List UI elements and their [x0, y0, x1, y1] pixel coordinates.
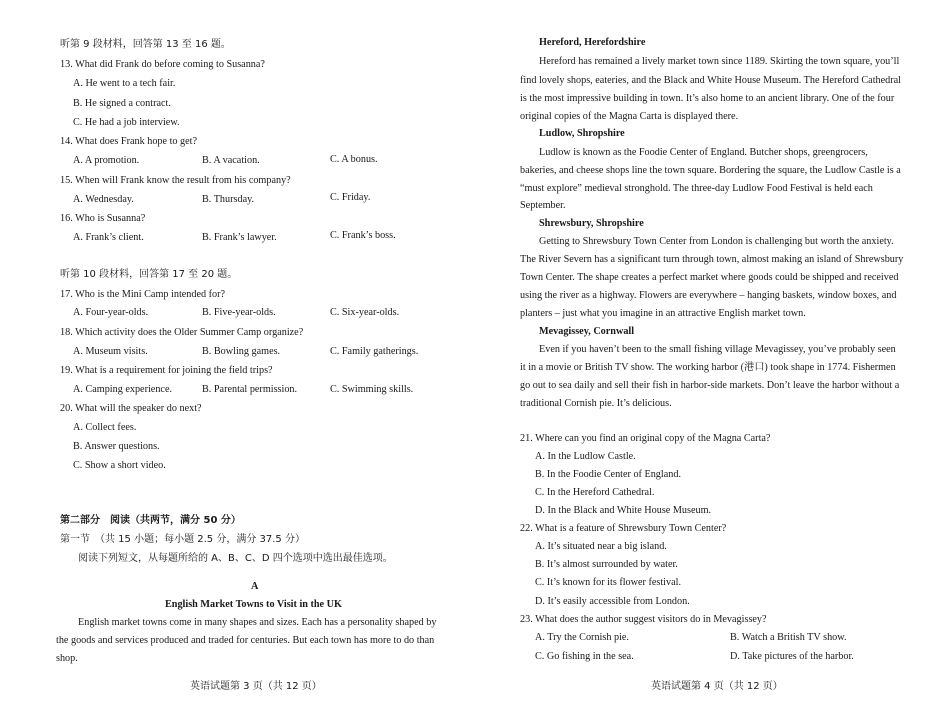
shrewsbury-line-4: using the river as a highway. Flowers are everywhere – hanging baskets, window boxes, and — [520, 290, 897, 301]
ludlow-line-3: “must explore” medieval stronghold. The three-day Ludlow Food Festival is held each — [520, 183, 873, 194]
q22-option-b: B. It’s almost surrounded by water. — [535, 559, 678, 570]
q21-option-a: A. In the Ludlow Castle. — [535, 451, 636, 462]
page-footer-left: 英语试题第 3 页（共 12 页） — [190, 681, 322, 692]
page-footer-right: 英语试题第 4 页（共 12 页） — [651, 681, 783, 692]
q21-option-b: B. In the Foodie Center of England. — [535, 469, 681, 480]
q17-option-c: C. Six-year-olds. — [330, 307, 400, 318]
q16-option-a: A. Frank’s client. — [73, 232, 144, 243]
passage-title: English Market Towns to Visit in the UK — [165, 599, 342, 610]
q14-option-b: B. A vacation. — [202, 155, 260, 166]
q23-option-b: B. Watch a British TV show. — [730, 632, 847, 643]
q17-option-b: B. Five-year-olds. — [202, 307, 276, 318]
shrewsbury-line-3: Town Center. The shape creates a perfect market where goods could be shipped and received — [520, 272, 899, 283]
q22-option-c: C. It’s known for its flower festival. — [535, 577, 681, 588]
intro-line-1: English market towns come in many shapes and sizes. Each has a personality shaped by — [78, 617, 437, 628]
q18-option-b: B. Bowling games. — [202, 346, 281, 357]
q18-option-c: C. Family gatherings. — [330, 346, 419, 357]
q17-option-a: A. Four-year-olds. — [73, 307, 149, 318]
shrewsbury-line-1: Getting to Shrewsbury Town Center from London is challenging but worth the anxiety. — [539, 236, 894, 247]
q23-option-c: C. Go fishing in the sea. — [535, 651, 634, 662]
shrewsbury-title: Shrewsbury, Shropshire — [539, 218, 644, 229]
q21-option-c: C. In the Hereford Cathedral. — [535, 487, 655, 498]
q13-option-b: B. He signed a contract. — [73, 98, 171, 109]
mevagissey-line-1: Even if you haven’t been to the small fishing village Mevagissey, you’ve probably seen — [539, 344, 896, 355]
hereford-line-2: find lovely shops, eateries, and the Black and White House Museum. The Hereford Cathedral — [520, 75, 901, 86]
q16-option-c: C. Frank’s boss. — [330, 230, 396, 241]
hereford-line-4: original copies of the Magna Carta is displayed there. — [520, 111, 739, 122]
ludlow-line-4: September. — [520, 200, 566, 211]
mevagissey-title: Mevagissey, Cornwall — [539, 326, 635, 337]
q13-option-c: C. He had a job interview. — [73, 117, 180, 128]
q23-stem: 23. What does the author suggest visitors do in Mevagissey? — [520, 614, 767, 625]
q22-stem: 22. What is a feature of Shrewsbury Town Center? — [520, 523, 727, 534]
mevagissey-line-2: it in a movie or British TV show. The working harbor (港口) took shape in 1774. Fishermen — [520, 362, 896, 373]
shrewsbury-line-5: planters – just what you imagine in an attractive English market town. — [520, 308, 806, 319]
hereford-title: Hereford, Herefordshire — [539, 37, 646, 48]
q15-option-b: B. Thursday. — [202, 194, 255, 205]
q15-option-a: A. Wednesday. — [73, 194, 134, 205]
q16-stem: 16. Who is Susanna? — [60, 213, 146, 224]
q13-stem: 13. What did Frank do before coming to Susanna? — [60, 59, 265, 70]
ludlow-line-1: Ludlow is known as the Foodie Center of England. Butcher shops, greengrocers, — [539, 147, 868, 158]
q15-stem: 15. When will Frank know the result from his company? — [60, 175, 291, 186]
q20-option-b: B. Answer questions. — [73, 441, 160, 452]
q21-option-d: D. In the Black and White House Museum. — [535, 505, 712, 516]
mevagissey-line-4: traditional Cornish pie. It’s delicious. — [520, 398, 672, 409]
intro-line-2: the goods and services produced and traded for centuries. But each town has more to do than — [56, 635, 435, 646]
q14-option-c: C. A bonus. — [330, 154, 378, 165]
q14-option-a: A. A promotion. — [73, 155, 140, 166]
ludlow-line-2: bakeries, and cheese shops line the town square. Bordering the square, the Ludlow Castle is a — [520, 165, 901, 176]
q20-stem: 20. What will the speaker do next? — [60, 403, 202, 414]
q19-option-b: B. Parental permission. — [202, 384, 298, 395]
section1-header: 第一节 （共 15 小题；每小题 2.5 分，满分 37.5 分） — [60, 534, 305, 545]
q21-stem: 21. Where can you find an original copy of the Magna Carta? — [520, 433, 771, 444]
q15-option-c: C. Friday. — [330, 192, 371, 203]
q16-option-b: B. Frank’s lawyer. — [202, 232, 277, 243]
section9-header: 听第 9 段材料，回答第 13 至 16 题。 — [60, 39, 231, 50]
q19-option-a: A. Camping experience. — [73, 384, 173, 395]
intro-line-3: shop. — [56, 653, 78, 664]
q20-option-c: C. Show a short video. — [73, 460, 166, 471]
shrewsbury-line-2: The River Severn has a significant turn through town, almost making an island of Shrewsbury — [520, 254, 904, 265]
q22-option-a: A. It’s situated near a big island. — [535, 541, 667, 552]
q20-option-a: A. Collect fees. — [73, 422, 137, 433]
ludlow-title: Ludlow, Shropshire — [539, 128, 625, 139]
q13-option-a: A. He went to a tech fair. — [73, 78, 176, 89]
part2-header: 第二部分 阅读（共两节，满分 50 分） — [60, 515, 241, 526]
reading-instructions: 阅读下列短文，从每题所给的 A、B、C、D 四个选项中选出最佳选项。 — [78, 553, 393, 564]
q18-stem: 18. Which activity does the Older Summer Camp organize? — [60, 327, 304, 338]
q19-option-c: C. Swimming skills. — [330, 384, 414, 395]
q22-option-d: D. It’s easily accessible from London. — [535, 596, 690, 607]
mevagissey-line-3: go out to sea daily and sell their fish in harbor-side markets. Don’t leave the harbor without a — [520, 380, 900, 391]
q17-stem: 17. Who is the Mini Camp intended for? — [60, 289, 226, 300]
passage-letter: A — [251, 581, 259, 592]
q23-option-d: D. Take pictures of the harbor. — [730, 651, 854, 662]
hereford-line-3: is the most impressive building in town. It’s also home to an ancient library. One of the four — [520, 93, 895, 104]
q23-option-a: A. Try the Cornish pie. — [535, 632, 629, 643]
q18-option-a: A. Museum visits. — [73, 346, 148, 357]
q19-stem: 19. What is a requirement for joining the field trips? — [60, 365, 273, 376]
q14-stem: 14. What does Frank hope to get? — [60, 136, 198, 147]
hereford-line-1: Hereford has remained a lively market town since 1189. Skirting the town square, you’ll — [539, 56, 900, 67]
section10-header: 听第 10 段材料，回答第 17 至 20 题。 — [60, 269, 238, 280]
